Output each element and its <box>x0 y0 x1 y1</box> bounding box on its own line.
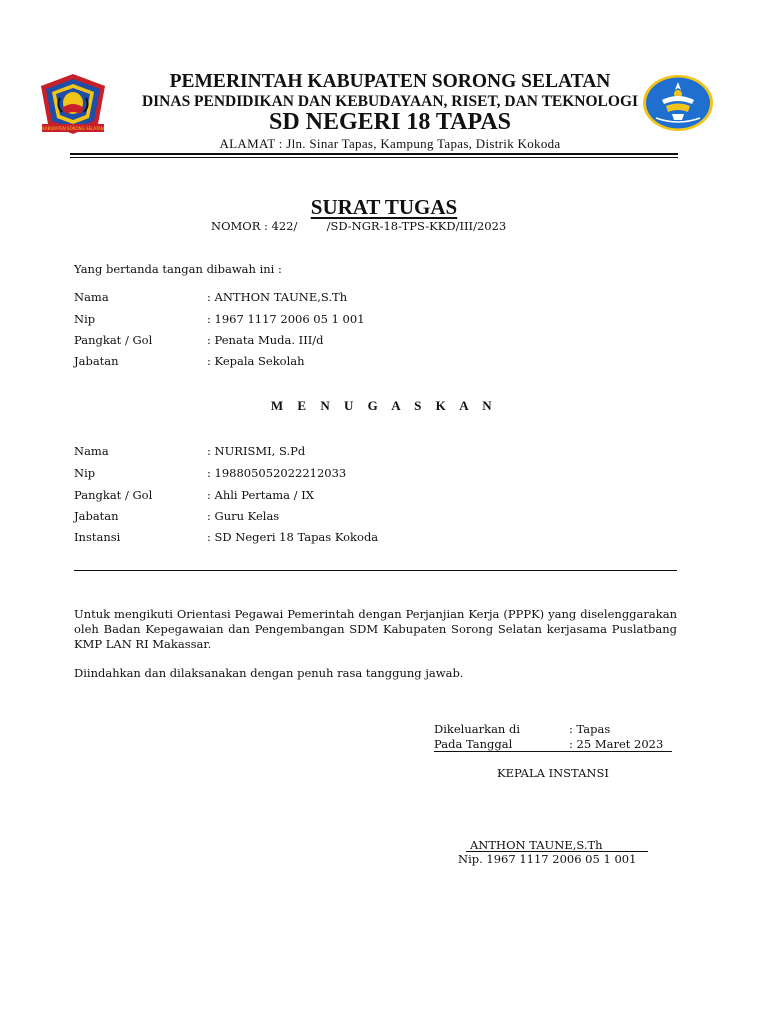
document-title-wrap <box>0 195 768 220</box>
assignment-body-paragraph: Untuk mengikuti Orientasi Pegawai Pemerintah dengan Perjanjian Kerja (PPPK) yang diselenggarakan oleh Badan Kepegawaian dan Pengembangan SDM Kabupaten Sorong Selatan kerjasama Puslatbang KMP LAN RI Makassar. <box>74 607 677 651</box>
issued-date-label: Pada Tanggal <box>434 737 513 751</box>
crest-banner-text: KABUPATEN SORONG SELATAN <box>42 126 104 131</box>
signatory-name: ANTHON TAUNE,S.Th <box>470 838 603 852</box>
section-divider <box>74 570 677 571</box>
closing-statement: Diindahkan dan dilaksanakan dengan penuh rasa tanggung jawab. <box>74 666 464 680</box>
assignee-position-value: : Guru Kelas <box>207 509 280 523</box>
issuer-name-label: Nama <box>74 290 109 304</box>
assignee-rank-label: Pangkat / Gol <box>74 488 153 502</box>
issuer-rank-label: Pangkat / Gol <box>74 333 153 347</box>
issued-at-label: Dikeluarkan di <box>434 722 521 736</box>
issued-at-value: : Tapas <box>569 722 611 736</box>
signatory-position: KEPALA INSTANSI <box>497 766 609 780</box>
assignee-position-label: Jabatan <box>74 509 119 523</box>
document-number: NOMOR : 422/ /SD-NGR-18-TPS-KKD/III/2023 <box>211 219 507 233</box>
assignee-nip-label: Nip <box>74 466 96 480</box>
issuer-nip-label: Nip <box>74 312 96 326</box>
date-underline <box>434 751 672 752</box>
letterhead-rule-thin <box>70 157 678 158</box>
assignee-name-label: Nama <box>74 444 109 458</box>
assignee-rank-value: : Ahli Pertama / IX <box>207 488 314 502</box>
letterhead-address: ALAMAT : Jln. Sinar Tapas, Kampung Tapas, Distrik Kokoda <box>219 136 561 151</box>
issuer-position-label: Jabatan <box>74 354 119 368</box>
assignee-institution-label: Instansi <box>74 530 121 544</box>
assignee-name-value: : NURISMI, S.Pd <box>207 444 306 458</box>
signatory-nip: Nip. 1967 1117 2006 05 1 001 <box>458 852 637 866</box>
assignment-heading: M E N U G A S K A N <box>270 398 498 413</box>
issuer-nip-value: : 1967 1117 2006 05 1 001 <box>207 312 365 326</box>
issuer-position-value: : Kepala Sekolah <box>207 354 305 368</box>
issued-date-value: : 25 Maret 2023 <box>569 737 664 751</box>
assignee-institution-value: : SD Negeri 18 Tapas Kokoda <box>207 530 379 544</box>
letterhead-department: DINAS PENDIDIKAN DAN KEBUDAYAAN, RISET, DAN TEKNOLOGI <box>141 93 639 110</box>
letterhead-rule-thick <box>70 153 678 155</box>
letterhead-government: PEMERINTAH KABUPATEN SORONG SELATAN <box>169 71 611 92</box>
letterhead-school-name: SD NEGERI 18 TAPAS <box>268 109 512 135</box>
document-title: SURAT TUGAS <box>310 195 458 219</box>
assignee-nip-value: : 198805052022212033 <box>207 466 347 480</box>
issuer-rank-value: : Penata Muda. III/d <box>207 333 324 347</box>
issuer-name-value: : ANTHON TAUNE,S.Th <box>207 290 348 304</box>
intro-text: Yang bertanda tangan dibawah ini : <box>74 262 282 276</box>
